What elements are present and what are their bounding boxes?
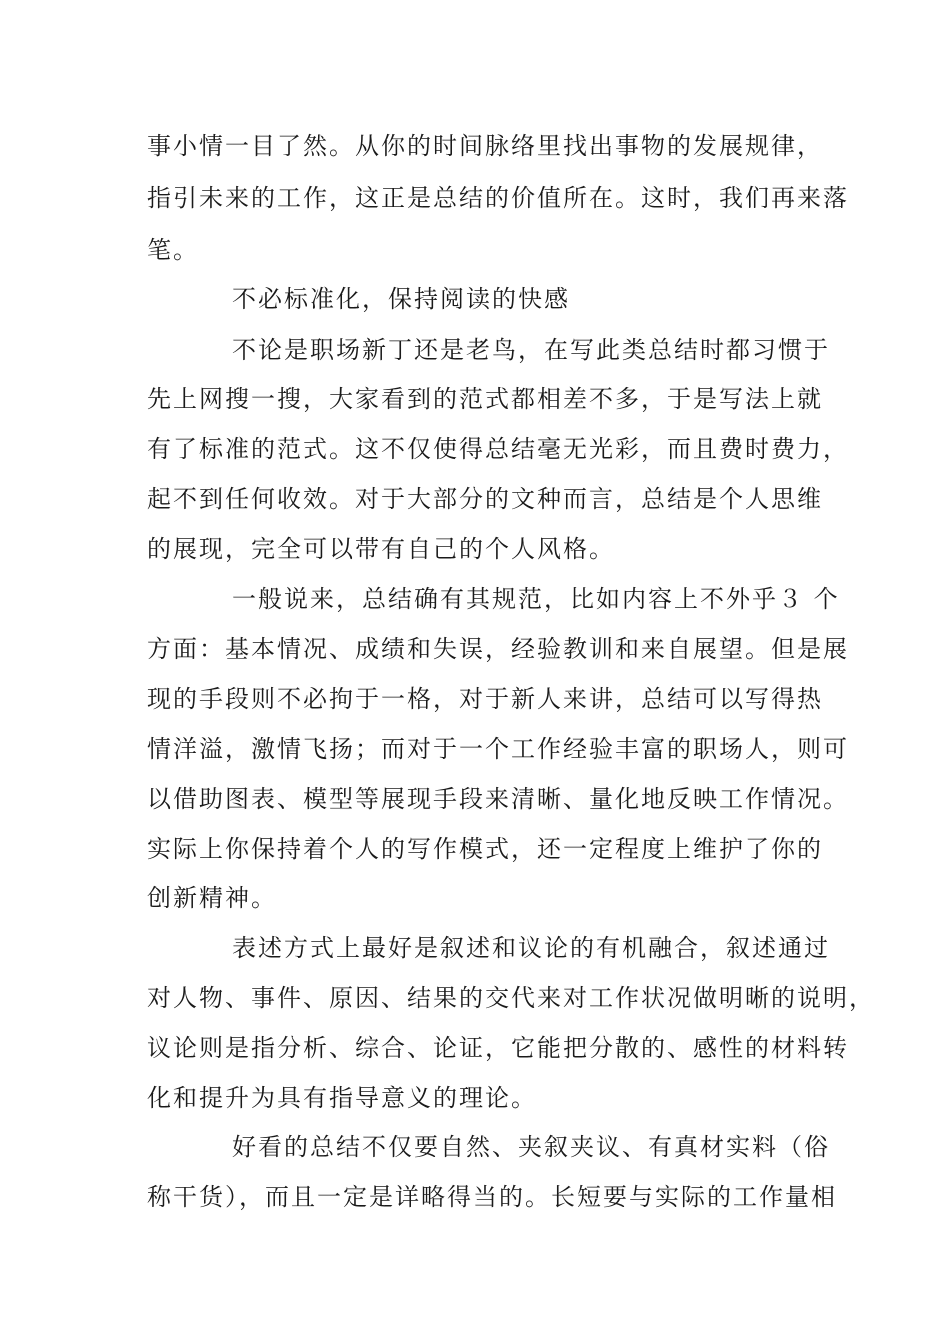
- text-line: 方面：基本情况、成绩和失误，经验教训和来自展望。但是展: [147, 635, 849, 663]
- text-line: 对人物、事件、原因、结果的交代来对工作状况做明晰的说明，: [147, 984, 875, 1012]
- text-line: 以借助图表、模型等展现手段来清晰、量化地反映工作情况。: [147, 785, 849, 813]
- text-line: 一般说来，总结确有其规范，比如内容上不外乎３ 个: [232, 585, 840, 613]
- text-line: 指引未来的工作，这正是总结的价值所在。这时，我们再来落: [147, 184, 849, 212]
- section-heading: 不必标准化，保持阅读的快感: [232, 285, 570, 313]
- text-line: 的展现，完全可以带有自己的个人风格。: [147, 535, 615, 563]
- text-line: 情洋溢，激情飞扬；而对于一个工作经验丰富的职场人，则可: [147, 735, 849, 763]
- text-line: 起不到任何收效。对于大部分的文种而言，总结是个人思维: [147, 485, 823, 513]
- text-line: 先上网搜一搜，大家看到的范式都相差不多，于是写法上就: [147, 385, 823, 413]
- text-line: 议论则是指分析、综合、论证，它能把分散的、感性的材料转: [147, 1034, 849, 1062]
- text-line: 化和提升为具有指导意义的理论。: [147, 1084, 537, 1112]
- text-line: 表述方式上最好是叙述和议论的有机融合，叙述通过: [232, 934, 830, 962]
- text-line: 有了标准的范式。这不仅使得总结毫无光彩，而且费时费力，: [147, 435, 849, 463]
- text-line: 笔。: [147, 236, 199, 264]
- text-line: 现的手段则不必拘于一格，对于新人来讲，总结可以写得热: [147, 685, 823, 713]
- text-line: 称干货），而且一定是详略得当的。长短要与实际的工作量相: [147, 1183, 837, 1211]
- text-line: 不论是职场新丁还是老鸟，在写此类总结时都习惯于: [232, 336, 830, 364]
- text-line: 好看的总结不仅要自然、夹叙夹议、有真材实料（俗: [232, 1133, 830, 1161]
- text-line: 实际上你保持着个人的写作模式，还一定程度上维护了你的: [147, 835, 823, 863]
- text-line: 创新精神。: [147, 884, 277, 912]
- text-line: 事小情一目了然。从你的时间脉络里找出事物的发展规律，: [147, 132, 823, 160]
